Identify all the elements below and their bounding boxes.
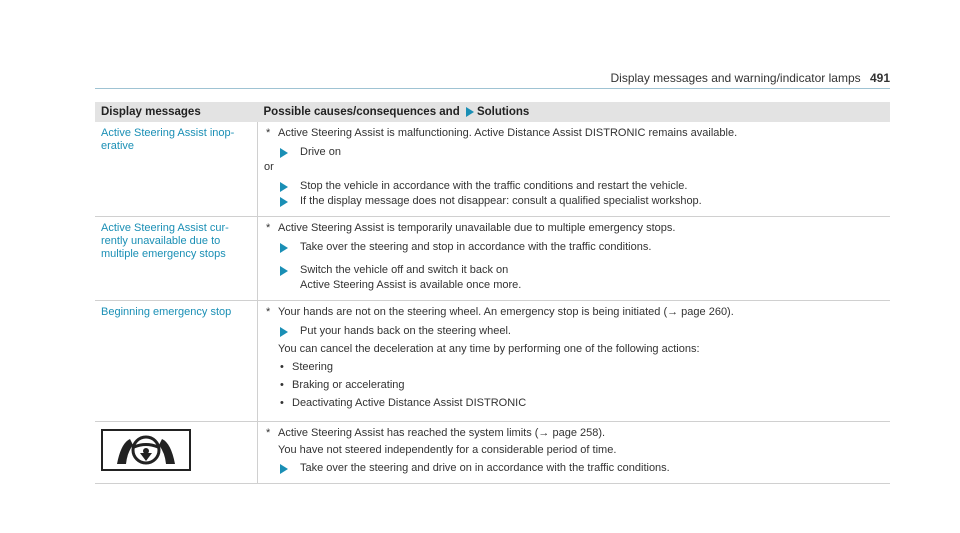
list-item: • Deactivating Active Distance Assist DISTRONIC xyxy=(264,397,884,410)
solution-step xyxy=(264,180,884,193)
step-label: Put your hands back on the steering wheel. xyxy=(300,325,511,337)
note-text: You can cancel the deceleration at any time by performing one of the following actions: xyxy=(278,343,700,355)
table-row xyxy=(95,422,890,484)
step-label: Take over the steering and drive on in accordance with the traffic conditions. xyxy=(300,462,670,474)
solution-step xyxy=(264,462,884,475)
causes-solutions xyxy=(258,422,891,484)
solution-step xyxy=(264,146,884,159)
table-header-row xyxy=(95,102,890,122)
solution-arrow-icon xyxy=(280,243,288,253)
causes-solutions xyxy=(258,301,891,422)
solution-step xyxy=(264,241,884,254)
step-label: Drive on xyxy=(300,146,341,158)
solution-step xyxy=(264,195,884,208)
solution-arrow-icon xyxy=(280,327,288,337)
column-header-causes xyxy=(258,102,891,122)
column-header-causes-label: Possible causes/consequences and xyxy=(263,106,460,118)
or-text: or xyxy=(264,161,274,173)
display-message: Active Steering Assist inop-erative xyxy=(95,122,258,217)
solution-arrow-icon xyxy=(280,266,288,276)
solution-arrow-icon xyxy=(280,148,288,158)
cause-label: Active Steering Assist is temporarily unavailable due to multiple emergency stops. xyxy=(278,222,676,234)
cause-text: * Active Steering Assist has reached the system limits (→ page 258). xyxy=(266,427,606,439)
page-header xyxy=(611,71,891,85)
cause-text: * Active Steering Assist is malfunctioning. Active Distance Assist DISTRONIC remains available. xyxy=(266,127,738,139)
step-label: If the display message does not disappear: consult a qualified specialist workshop. xyxy=(300,195,702,207)
solution-step-note: Active Steering Assist is available once more. xyxy=(300,279,522,291)
list-item: • Steering xyxy=(264,361,884,374)
page-number: 491 xyxy=(869,71,890,85)
step-label: Switch the vehicle off and switch it back on xyxy=(300,264,509,276)
hands-on-steering-wheel-icon xyxy=(101,429,191,471)
header-rule xyxy=(95,88,890,89)
column-header-solutions-label: Solutions xyxy=(476,106,530,118)
display-message-icon-cell xyxy=(95,422,258,484)
step-label: Take over the steering and stop in accordance with the traffic conditions. xyxy=(300,241,652,253)
solution-arrow-icon xyxy=(280,464,288,474)
table-row xyxy=(95,122,890,217)
display-messages-table xyxy=(95,102,890,484)
solution-arrow-icon xyxy=(280,197,288,207)
solution-step xyxy=(264,264,884,277)
cause-label: Active Steering Assist is malfunctioning. Active Distance Assist DISTRONIC remains available. xyxy=(278,127,738,139)
cause-text-2: You have not steered independently for a considerable period of time. xyxy=(278,444,617,456)
solution-step xyxy=(264,325,884,338)
causes-solutions xyxy=(258,122,891,217)
display-message: Beginning emergency stop xyxy=(95,301,258,422)
cause-text: * Your hands are not on the steering wheel. An emergency stop is being initiated (→ page 260). xyxy=(266,306,734,318)
table-row xyxy=(95,301,890,422)
cause-label: Active Steering Assist has reached the system limits (→ page 258). xyxy=(278,427,606,439)
causes-solutions xyxy=(258,217,891,301)
solution-arrow-icon xyxy=(280,182,288,192)
cause-label: Your hands are not on the steering wheel. An emergency stop is being initiated (→ page 260). xyxy=(278,306,734,318)
cause-text: * Active Steering Assist is temporarily unavailable due to multiple emergency stops. xyxy=(266,222,676,234)
column-header-messages: Display messages xyxy=(95,102,258,122)
list-item: • Braking or accelerating xyxy=(264,379,884,392)
table-row xyxy=(95,217,890,301)
display-message: Active Steering Assist cur-rently unavailable due to multiple emergency stops xyxy=(95,217,258,301)
page-header-title: Display messages and warning/indicator lamps xyxy=(610,71,861,85)
step-label: Stop the vehicle in accordance with the traffic conditions and restart the vehicle. xyxy=(300,180,688,192)
solution-arrow-icon xyxy=(466,107,474,117)
